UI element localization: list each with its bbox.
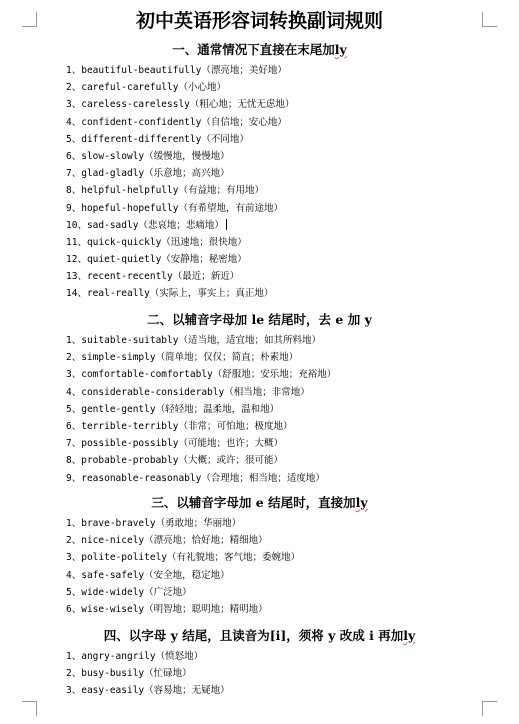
list-item[interactable]: 6、slow-slowly（缓慢地，慢慢地） xyxy=(66,150,230,162)
list-item[interactable]: 8、probable-probably（大概；或许；很可能） xyxy=(66,455,283,467)
section-heading-text: 二、以辅音字母加 le 结尾时，去 e 加 y xyxy=(147,312,372,327)
document-title[interactable]: 初中英语形容词转换副词规则 xyxy=(135,10,383,32)
list-item[interactable]: 4、considerable-considerably（相当地；非常地） xyxy=(66,386,310,398)
list-item[interactable]: 1、angry-angrily（愤怒地） xyxy=(66,651,204,662)
list-item[interactable]: 2、simple-simply（简单地；仅仅；简直；朴素地） xyxy=(66,352,299,364)
list-item[interactable]: 14、real-really（实际上，事实上；真正地） xyxy=(66,288,274,300)
list-item[interactable]: 5、gentle-gently（轻轻地；温柔地，温和地） xyxy=(66,403,280,415)
rule-list-1 xyxy=(66,62,294,303)
list-item[interactable]: 5、different-differently（不同地） xyxy=(66,133,249,145)
list-item[interactable]: 4、safe-safely（安全地，稳定地） xyxy=(66,569,230,581)
rule-list-3 xyxy=(66,515,300,618)
page-corner-mark xyxy=(22,701,37,716)
list-item[interactable]: 4、confident-confidently（自信地；安心地） xyxy=(66,116,287,128)
section-heading-4[interactable] xyxy=(0,626,519,644)
section-heading-text: 四、以字母 y 结尾，且读音为[i]，须将 y 改成 i 再加 xyxy=(103,628,404,643)
list-item[interactable] xyxy=(66,217,294,234)
rule-list-2 xyxy=(66,332,336,487)
list-item[interactable]: 3、easy-easily（容易地；无疑地） xyxy=(66,685,230,697)
section-heading-2[interactable] xyxy=(0,310,519,328)
list-item-text: 10、sad-sadly（悲哀地；悲痛地） xyxy=(66,219,224,231)
list-item[interactable]: 7、glad-gladly（乐意地；高兴地） xyxy=(66,168,230,180)
list-item[interactable]: 5、wide-widely（广泛地） xyxy=(66,586,192,598)
section-heading-suffix: ly xyxy=(334,42,347,57)
list-item[interactable]: 9、reasonable-reasonably（合理地；相当地；适度地） xyxy=(66,472,325,484)
list-item[interactable]: 12、quiet-quietly（安静地；秘密地） xyxy=(66,254,247,266)
list-item[interactable]: 13、recent-recently（最近；新近） xyxy=(66,271,240,283)
list-item[interactable]: 2、busy-busily（忙碌地） xyxy=(66,668,192,680)
list-item[interactable]: 9、hopeful-hopefully（有希望地，有前途地） xyxy=(66,202,283,214)
section-heading-3[interactable] xyxy=(0,493,519,511)
page-corner-mark xyxy=(482,701,497,716)
section-heading-text: 三、以辅音字母加 e 结尾时，直接加 xyxy=(151,495,356,510)
list-item[interactable]: 2、nice-nicely（漂亮地；恰好地；精细地） xyxy=(66,535,268,547)
section-heading-suffix: ly xyxy=(403,628,416,643)
section-heading-1[interactable] xyxy=(0,40,519,58)
section-heading-text: 一、通常情况下直接在末尾加 xyxy=(172,42,335,57)
list-item[interactable]: 1、suitable-suitably（适当地，适宜地；如其所料地） xyxy=(66,335,321,346)
text-cursor xyxy=(226,219,227,230)
list-item[interactable]: 3、careless-carelessly（粗心地；无忧无虑地） xyxy=(66,99,295,111)
list-item[interactable]: 8、helpful-helpfully（有益地；有用地） xyxy=(66,185,264,197)
list-item[interactable]: 2、careful-carefully（小心地） xyxy=(66,82,226,94)
section-heading-suffix: ly xyxy=(355,495,368,510)
list-item[interactable]: 1、beautiful-beautifully（漂亮地；美好地） xyxy=(66,65,287,76)
list-item[interactable]: 3、comfortable-comfortably（舒服地；安乐地；充裕地） xyxy=(66,369,337,381)
list-item[interactable]: 1、brave-bravely（勇敢地；华丽地） xyxy=(66,518,242,529)
list-item[interactable]: 3、polite-politely（有礼貌地；客气地；委婉地） xyxy=(66,552,301,564)
list-item[interactable]: 11、quick-quickly（迅速地；很快地） xyxy=(66,236,247,248)
list-item[interactable]: 7、possible-possibly（可能地；也许；大概） xyxy=(66,438,283,450)
list-item[interactable]: 6、wise-wisely（明智地；聪明地；精明地） xyxy=(66,603,268,615)
rule-list-4 xyxy=(66,648,230,700)
list-item[interactable]: 6、terrible-terribly（非常；可怕地；极度地） xyxy=(66,420,293,432)
